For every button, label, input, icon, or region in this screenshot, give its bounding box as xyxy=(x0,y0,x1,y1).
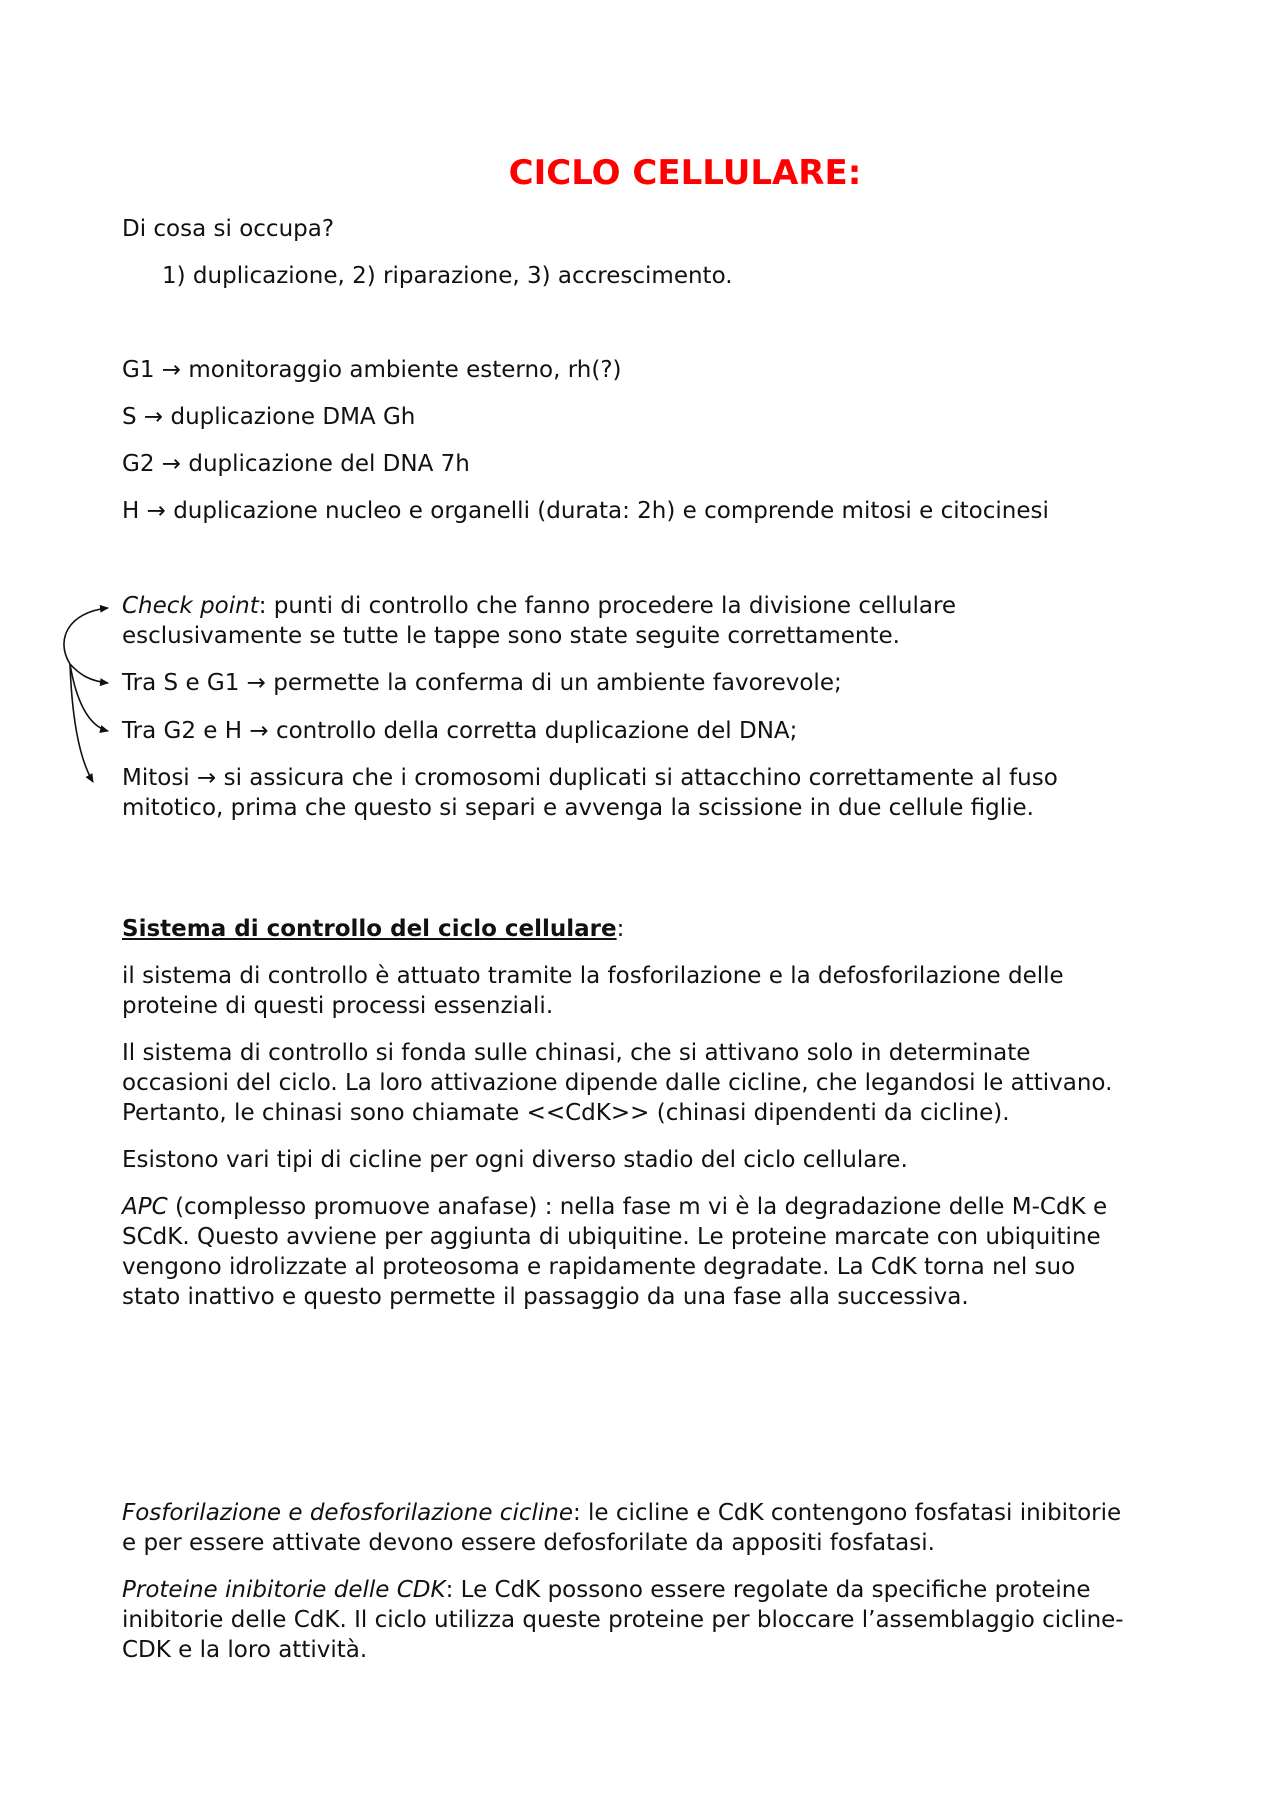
control-heading: Sistema di controllo del ciclo cellulare xyxy=(122,916,617,942)
checkpoint-term: Check point xyxy=(122,593,259,619)
inhib-definition: : Le CdK possono essere regolate da specifiche proteine xyxy=(445,1577,1091,1603)
checkpoint-arrows xyxy=(0,0,130,800)
control-p2-line-2: occasioni del ciclo. La loro attivazione dipende dalle cicline, che legandosi le attivano. xyxy=(122,1070,1113,1096)
arrow-to-check-point xyxy=(64,608,108,664)
apc-line-2: SCdK. Questo avviene per aggiunta di ubiquitine. Le proteine marcate con ubiquitine xyxy=(122,1224,1101,1250)
apc-line-4: stato inattivo e questo permette il passaggio da una fase alla successiva. xyxy=(122,1284,969,1310)
checkpoint-item-mitosi-cont: mitotico, prima che questo si separi e avvenga la scissione in due cellule figlie. xyxy=(122,795,1034,821)
fosfo-definition: : le cicline e CdK contengono fosfatasi inibitorie xyxy=(572,1500,1122,1526)
fosfo-line-1 xyxy=(122,1498,1121,1528)
intro-question: Di cosa si occupa? xyxy=(122,216,335,242)
checkpoint-definition: : punti di controllo che fanno procedere la divisione cellulare xyxy=(258,593,957,619)
control-p1-line-2: proteine di questi processi essenziali. xyxy=(122,993,554,1019)
inhib-line-1 xyxy=(122,1575,1091,1605)
inhib-term: Proteine inibitorie delle CDK xyxy=(122,1577,446,1603)
apc-line-1 xyxy=(122,1192,1107,1222)
intro-list: 1) duplicazione, 2) riparazione, 3) accrescimento. xyxy=(162,263,733,289)
phase-h: H → duplicazione nucleo e organelli (durata: 2h) e comprende mitosi e citocinesi xyxy=(122,498,1049,524)
checkpoint-item-mitosi: Mitosi → si assicura che i cromosomi duplicati si attacchino correttamente al fuso xyxy=(122,765,1058,791)
control-heading-line xyxy=(122,914,624,944)
phase-s: S → duplicazione DMA Gh xyxy=(122,404,416,430)
control-p2-line-1: Il sistema di controllo si fonda sulle chinasi, che si attivano solo in determinate xyxy=(122,1040,1031,1066)
apc-term: APC xyxy=(122,1194,168,1220)
arrow-to-g2-h xyxy=(70,664,108,731)
apc-line-3: vengono idrolizzate al proteosoma e rapidamente degradate. La CdK torna nel suo xyxy=(122,1254,1076,1280)
checkpoint-line-2: esclusivamente se tutte le tappe sono state seguite correttamente. xyxy=(122,623,900,649)
phase-g1: G1 → monitoraggio ambiente esterno, rh(?) xyxy=(122,357,622,383)
checkpoint-item-g2-h: Tra G2 e H → controllo della corretta duplicazione del DNA; xyxy=(122,718,798,744)
control-heading-colon: : xyxy=(616,916,625,942)
inhib-line-3: CDK e la loro attività. xyxy=(122,1637,368,1663)
checkpoint-line-1 xyxy=(122,591,956,621)
fosfo-line-2: e per essere attivate devono essere defosforilate da appositi fosfatasi. xyxy=(122,1530,935,1556)
control-p3: Esistono vari tipi di cicline per ogni diverso stadio del ciclo cellulare. xyxy=(122,1147,908,1173)
control-p1-line-1: il sistema di controllo è attuato tramite la fosforilazione e la defosforilazione delle xyxy=(122,963,1064,989)
arrow-to-s-g1 xyxy=(70,664,108,683)
fosfo-term: Fosforilazione e defosforilazione cicline xyxy=(122,1500,573,1526)
phase-g2: G2 → duplicazione del DNA 7h xyxy=(122,451,470,477)
inhib-line-2: inibitorie delle CdK. Il ciclo utilizza queste proteine per bloccare l’assemblaggio cicline- xyxy=(122,1607,1124,1633)
apc-definition: (complesso promuove anafase) : nella fase m vi è la degradazione delle M-CdK e xyxy=(167,1194,1108,1220)
control-p2-line-3: Pertanto, le chinasi sono chiamate <<CdK>> (chinasi dipendenti da cicline). xyxy=(122,1100,1010,1126)
page-title: CICLO CELLULARE: xyxy=(508,153,862,193)
checkpoint-item-s-g1: Tra S e G1 → permette la conferma di un ambiente favorevole; xyxy=(122,670,842,696)
